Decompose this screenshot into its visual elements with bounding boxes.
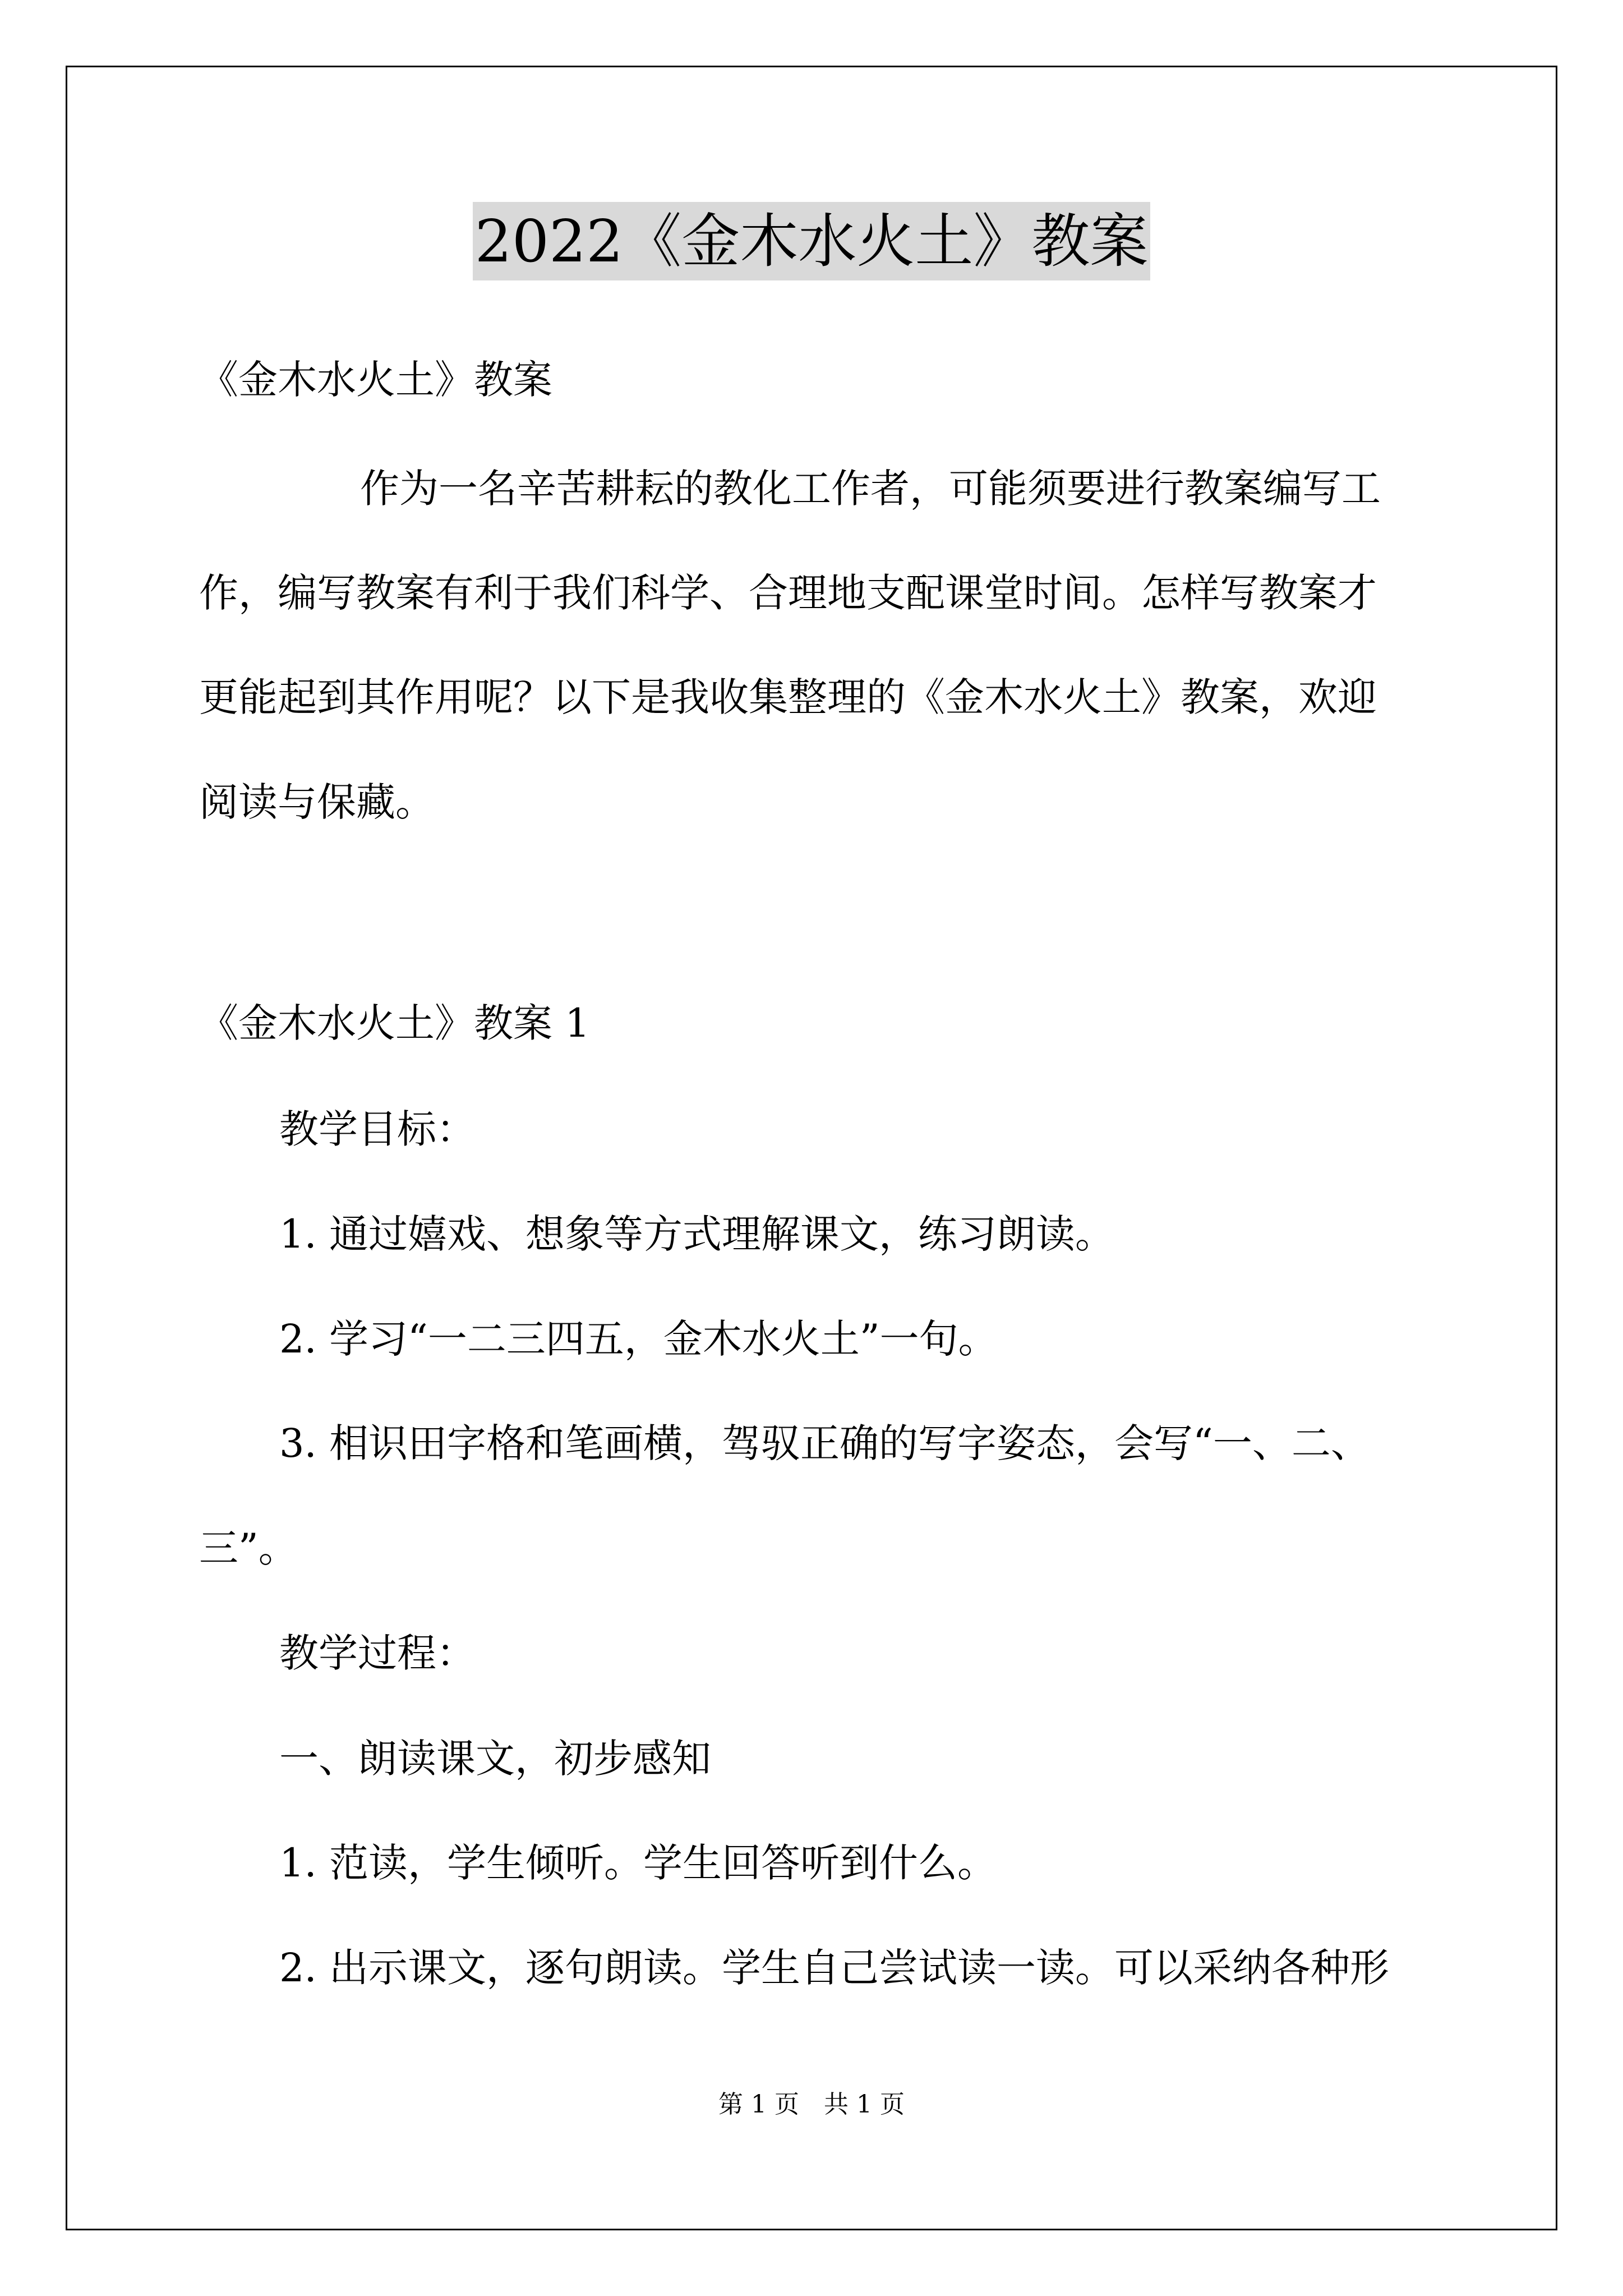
document-title: 2022《金木水火土》教案 bbox=[473, 202, 1151, 280]
intro-line-1: 作为一名辛苦耕耘的教化工作者，可能须要进行教案编写工 bbox=[360, 466, 1381, 512]
intro-line-3: 更能起到其作用呢？以下是我收集整理的《金木水火土》教案，欢迎 bbox=[199, 674, 1377, 720]
goal-item-3-continued: 三”。 bbox=[199, 1525, 298, 1571]
goals-heading: 教学目标： bbox=[279, 1106, 476, 1152]
process-item-2: 2. 出示课文，逐句朗读。学生自己尝试读一读。可以采纳各种形 bbox=[279, 1945, 1390, 1991]
intro-line-4: 阅读与保藏。 bbox=[199, 779, 435, 825]
goal-item-1: 1. 通过嬉戏、想象等方式理解课文，练习朗读。 bbox=[279, 1211, 1115, 1257]
intro-line-2: 作，编写教案有利于我们科学、合理地支配课堂时间。怎样写教案才 bbox=[199, 570, 1377, 616]
title-container bbox=[0, 202, 1623, 280]
process-item-1: 1. 范读，学生倾听。学生回答听到什么。 bbox=[279, 1840, 997, 1886]
process-heading: 教学过程： bbox=[279, 1630, 476, 1676]
process-step-heading: 一、朗读课文，初步感知 bbox=[279, 1736, 711, 1782]
section-heading: 《金木水火土》教案 1 bbox=[199, 1000, 590, 1046]
goal-item-3: 3. 相识田字格和笔画横，驾驭正确的写字姿态，会写“一、二、 bbox=[279, 1420, 1370, 1466]
goal-item-2: 2. 学习“一二三四五，金木水火土”一句。 bbox=[279, 1316, 998, 1362]
page-footer: 第 1 页 共 1 页 bbox=[718, 2090, 905, 2119]
subtitle-line: 《金木水火土》教案 bbox=[199, 357, 552, 403]
